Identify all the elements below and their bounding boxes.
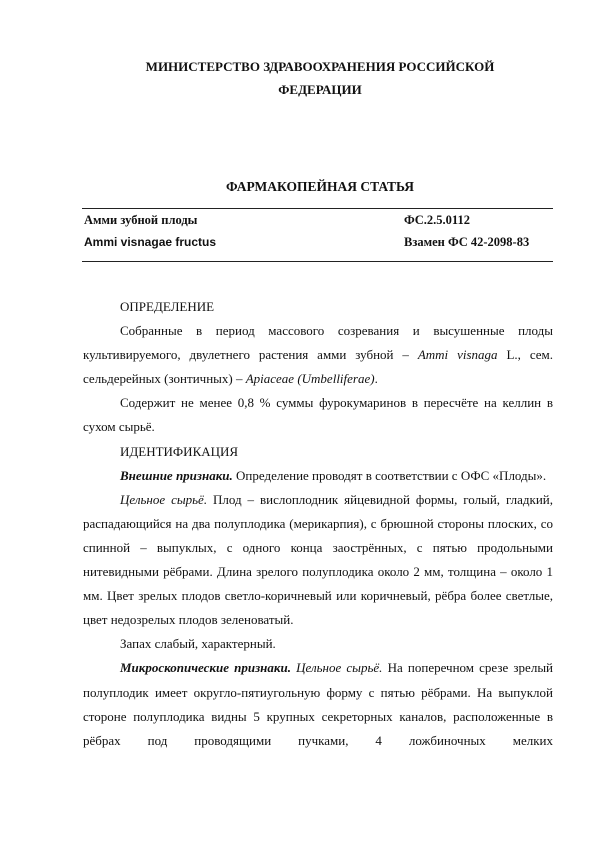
section-heading-identification: ИДЕНТИФИКАЦИЯ bbox=[120, 443, 239, 459]
definition-text-a: Собранные в период массового созревания и высушенные плоды культивируемого, двулетнего растения амми зубной – bbox=[83, 323, 553, 363]
whole-material-label: Цельное сырьё. bbox=[120, 491, 208, 507]
definition-paragraph bbox=[83, 319, 553, 391]
header-top-rule bbox=[82, 208, 553, 209]
external-signs-paragraph bbox=[83, 464, 553, 488]
external-signs-text: Определение проводят в соответствии с ОФС «Плоды». bbox=[232, 467, 547, 483]
microscopic-text: На поперечном срезе зрелый полуплодик имеет округло-пятиугольную форму с пятью рёбрами. На выпуклой стороне полуплодика видны 5 крупных секреторных каналов, расположенные в рёбрах под проводящими пучками, 4 ложбиночных мелких bbox=[83, 660, 554, 748]
ministry-header bbox=[120, 55, 520, 101]
species-name: Ammi visnaga bbox=[417, 347, 498, 363]
content-paragraph: Содержит не менее 0,8 % суммы фурокумаринов в пересчёте на келлин в сухом сырьё. bbox=[83, 395, 553, 435]
monograph-name-ru: Амми зубной плоды bbox=[84, 213, 198, 227]
external-signs-label: Внешние признаки. bbox=[120, 467, 233, 483]
monograph-code: ФС.2.5.0112 bbox=[404, 213, 470, 227]
definition-text-c: . bbox=[374, 371, 378, 387]
document-title: ФАРМАКОПЕЙНАЯ СТАТЬЯ bbox=[226, 179, 414, 194]
ministry-line-2: ФЕДЕРАЦИИ bbox=[278, 82, 362, 97]
family-name: Apiaceae (Umbelliferae) bbox=[245, 371, 375, 387]
section-heading-definition: ОПРЕДЕЛЕНИЕ bbox=[120, 299, 215, 314]
microscopic-sublabel: Цельное сырьё. bbox=[290, 660, 383, 676]
ministry-line-1: МИНИСТЕРСТВО ЗДРАВООХРАНЕНИЯ РОССИЙСКОЙ bbox=[145, 59, 495, 74]
document-body bbox=[83, 295, 553, 753]
whole-material-text: Плод – вислоплодник яйцевидной формы, голый, гладкий, распадающийся на два полуплодика (мерикарпия), с брюшной стороны плоских, со спинной – выпуклых, с одного конца заострённых, с пятью продольными нитевидными рёбрами. Длина зрелого полуплодика около 2 мм, толщина – около 1 мм. Цвет зрелых плодов светло-коричневый или коричневый, рёбра более светлые, цвет недозрелых плодов зеленоватый. bbox=[83, 491, 553, 628]
header-bottom-rule bbox=[82, 261, 553, 262]
definition-text-b: L., сем. сельдерейных (зонтичных) – bbox=[83, 347, 553, 387]
microscopic-label: Микроскопические признаки. bbox=[120, 660, 291, 676]
smell-paragraph: Запах слабый, характерный. bbox=[120, 636, 276, 652]
monograph-replaces: Взамен ФС 42-2098-83 bbox=[404, 235, 530, 249]
monograph-name-latin: Ammi visnagae fructus bbox=[84, 235, 217, 249]
whole-material-paragraph bbox=[83, 488, 553, 633]
microscopic-paragraph bbox=[83, 656, 553, 752]
